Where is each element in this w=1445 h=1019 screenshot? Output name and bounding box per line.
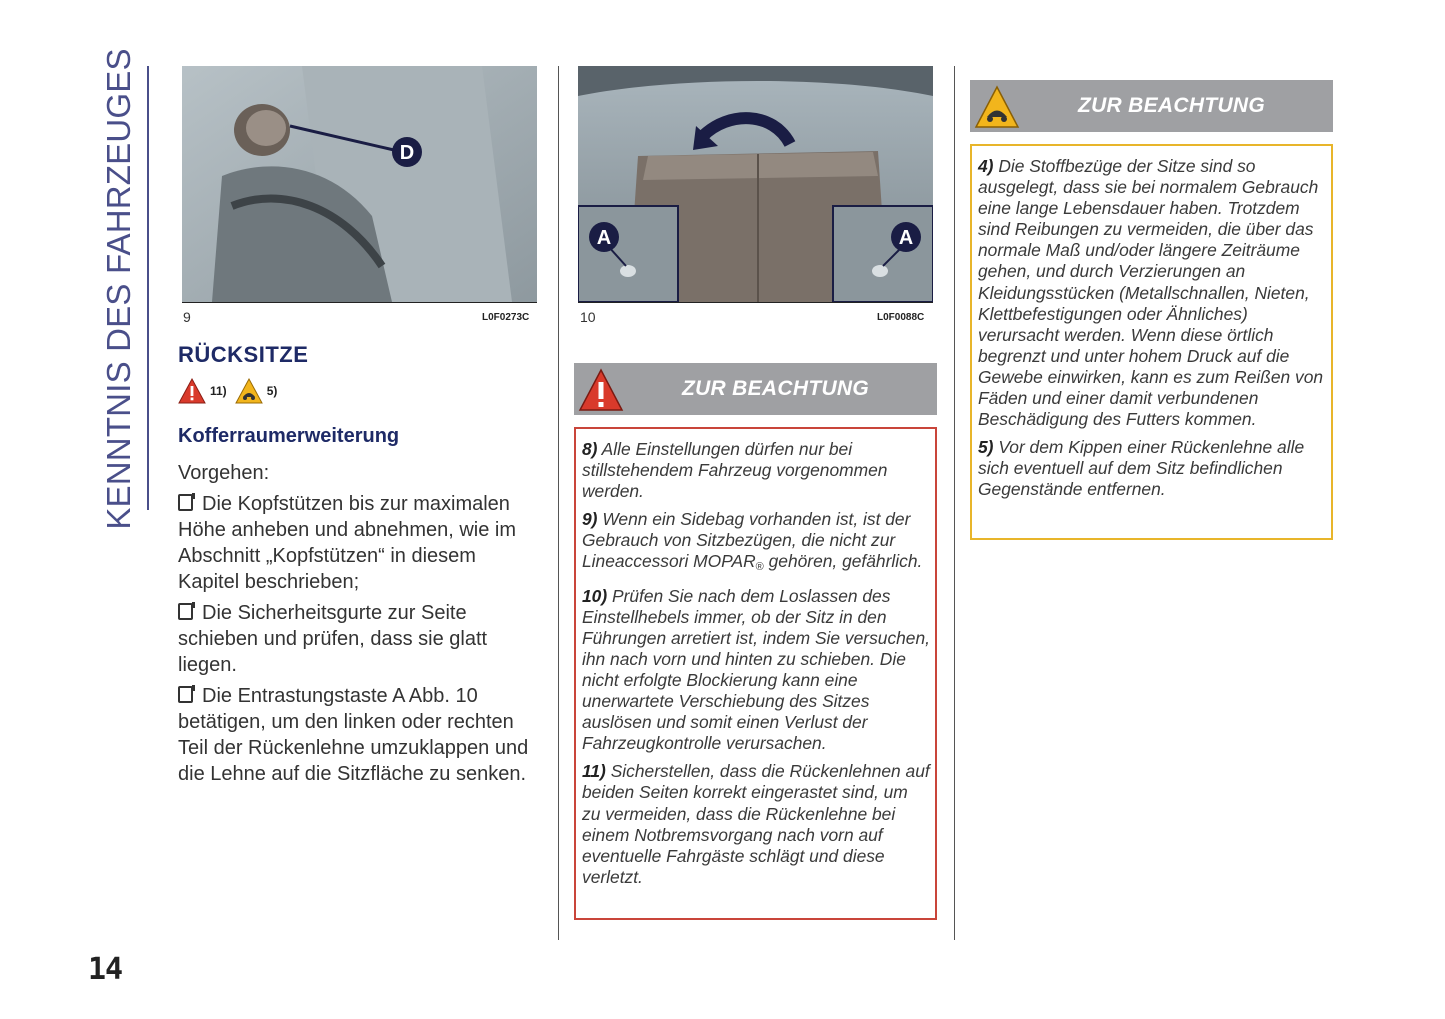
procedure-intro: Vorgehen: bbox=[178, 462, 270, 484]
section-heading: RÜCKSITZE bbox=[178, 342, 309, 367]
figure-9-rule bbox=[182, 302, 537, 303]
caution-banner-title: ZUR BEACHTUNG bbox=[1077, 94, 1266, 117]
danger-banner bbox=[574, 363, 937, 415]
figure-10-image bbox=[578, 66, 933, 302]
caution-triangle-icon bbox=[235, 377, 263, 405]
section-title-vertical bbox=[88, 48, 150, 530]
column-divider-right bbox=[954, 66, 955, 940]
page-number: 14 bbox=[88, 952, 123, 987]
figure-9-code: L0F0273C bbox=[482, 312, 530, 323]
figure-9-image bbox=[182, 66, 537, 302]
figure-10-code: L0F0088C bbox=[877, 312, 925, 323]
caution-banner bbox=[970, 80, 1333, 132]
headrest-illustration bbox=[182, 66, 537, 302]
procedure-text bbox=[178, 460, 540, 792]
warning-references bbox=[178, 374, 277, 408]
caution-notes-box bbox=[970, 144, 1333, 540]
checkbox-bullet-icon bbox=[178, 494, 193, 511]
list-item: Die Sicherheitsgurte zur Seite schieben und prüfen, dass sie glatt liegen. bbox=[178, 602, 488, 676]
danger-triangle-icon bbox=[178, 377, 206, 405]
note-9: 9) Wenn ein Sidebag vorhanden ist, ist der Gebrauch von Sitzbezügen, die nicht zur Lineaccessori $MOPAR_®$ gehören, gefährlich. bbox=[582, 509, 923, 574]
subheading: Kofferraumerweiterung bbox=[178, 425, 400, 447]
callout-a-left: A bbox=[596, 227, 612, 249]
note-8: 8) Alle Einstellungen dürfen nur bei stillstehendem Fahrzeug vorgenommen werden. bbox=[582, 439, 888, 502]
figure-10-rule bbox=[578, 302, 933, 303]
checkbox-bullet-icon bbox=[178, 603, 193, 620]
danger-banner-title: ZUR BEACHTUNG bbox=[681, 377, 870, 400]
danger-ref: 11) bbox=[210, 384, 227, 398]
callout-a-right: A bbox=[898, 227, 914, 249]
caution-ref: 5) bbox=[266, 384, 278, 398]
rear-seat-illustration bbox=[578, 66, 933, 302]
note-4: 4) Die Stoffbezüge der Sitze sind so ausgelegt, dass sie bei normalem Gebrauch eine lange Lebensdauer haben. Trotzdem sind Reibungen zu vermeiden, die über das normale Maß und/oder längere Zeiträume gehen, und durch Verzierungen an Kleidungsstücken (Metallschnallen, Nieten, Klettbefestigungen oder Ähnliches) verursacht werden. Wenn diese örtlich begrenzt und unter hohem Druck auf die Gewebe einwirken, kann es zum Reißen von Fäden und einer damit verbundenen Beschädigung des Futters kommen. bbox=[978, 156, 1324, 430]
section-title: KENNTNIS DES FAHRZEUGES bbox=[100, 48, 137, 530]
figure-9-number: 9 bbox=[183, 309, 191, 325]
note-5: 5) Vor dem Kippen einer Rückenlehne alle sich eventuell auf dem Sitz befindlichen Gegenstände entfernen. bbox=[978, 437, 1305, 500]
danger-notes-box bbox=[574, 427, 937, 920]
list-item: Die Entrastungstaste A Abb. 10 betätigen, um den linken oder rechten Teil der Rückenlehne umzuklappen und die Lehne auf die Sitzfläche zu senken. bbox=[178, 685, 529, 785]
section-title-rule bbox=[147, 66, 149, 510]
note-10: 10) Prüfen Sie nach dem Loslassen des Einstellhebels immer, ob der Sitz in den Führungen arretiert ist, indem Sie versuchen, ihn nach vorn und hinten zu schieben. Die nicht erfolgte Blockierung kann eine unerwartete Verschiebung des Sitzes auslösen und somit einen Verlust der Fahrzeugkontrolle verursachen. bbox=[582, 585, 930, 754]
figure-10-number: 10 bbox=[580, 309, 596, 325]
list-item: Die Kopfstützen bis zur maximalen Höhe anheben und abnehmen, wie im Abschnitt „Kopfstützen“ in diesem Kapitel beschrieben; bbox=[178, 493, 517, 593]
callout-d: D bbox=[399, 142, 415, 164]
checkbox-bullet-icon bbox=[178, 686, 193, 703]
note-11: 11) Sicherstellen, dass die Rückenlehnen auf beiden Seiten korrekt eingerastet sind, um zu vermeiden, dass die Rückenlehne bei einem Notbremsvorgang nach vorn auf eventuelle Fahrgäste schlägt und diese verletzt. bbox=[582, 761, 930, 887]
column-divider-left bbox=[558, 66, 559, 940]
